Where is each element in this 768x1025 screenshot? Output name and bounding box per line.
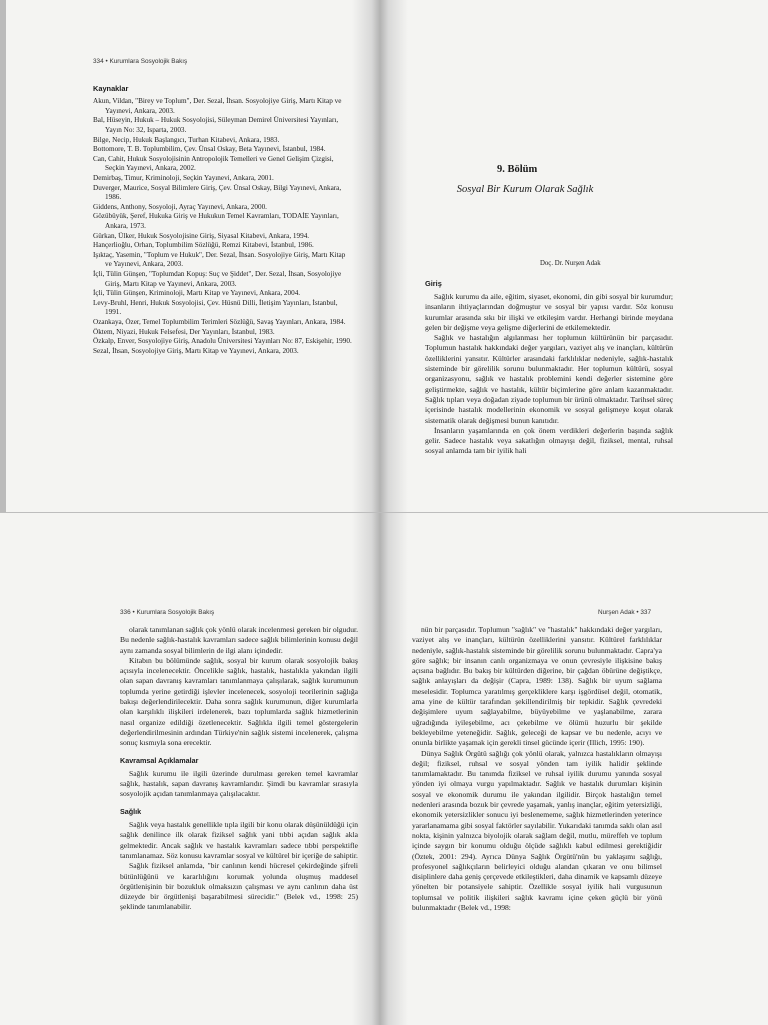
body-text-right-column	[412, 625, 662, 913]
reference-entry: Özkalp, Enver, Sosyolojiye Giriş, Anadolu Üniversitesi Yayınları No: 87, Eskişehir, 1990.	[93, 337, 352, 346]
reference-entry: Gürkan, Ülker, Hukuk Sosyolojisine Giriş, Siyasal Kitabevi, Ankara, 1994.	[93, 231, 310, 240]
reference-entry: Öktem, Niyazi, Hukuk Felsefesi, Der Yayınları, İstanbul, 1983.	[93, 327, 275, 336]
reference-entry: Bilge, Necip, Hukuk Başlangıcı, Turhan Kitabevi, Ankara, 1983.	[93, 135, 280, 144]
running-head-right: Nurşen Adak • 337	[598, 609, 652, 616]
running-head-left: 334 • Kurumlara Sosyolojik Bakış	[93, 58, 188, 65]
body-paragraph: Sağlık kurumu ile ilgili üzerinde durulması gereken temel kavramlar sağlık, hastalık, sapan davranış kavramlarıdır. Şimdi bu kavramlar sırasıyla sosyolojik açıdan tanımlanmaya çalışılacaktır.	[120, 768, 358, 799]
reference-entry: Gözübüyük, Şeref, Hukuka Giriş ve Hukukun Temel Kavramları, TODAİE Yayınları, Ankara, 1973.	[93, 212, 339, 231]
reference-entry: Bal, Hüseyin, Hukuk – Hukuk Sosyolojisi, Süleyman Demirel Üniversitesi Yayınları, Yayın No: 32, Isparta, 2003.	[93, 116, 339, 135]
intro-text-column	[425, 292, 673, 457]
references-list	[93, 97, 353, 356]
running-head-left: 336 • Kurumlara Sosyolojik Bakış	[120, 609, 215, 616]
book-gutter-shadow	[352, 513, 408, 1025]
reference-entry: Hançerlioğlu, Orhan, Toplumbilim Sözlüğü, Remzi Kitabevi, İstanbul, 1986.	[93, 241, 314, 250]
body-text-left-column	[120, 625, 358, 913]
body-paragraph: Sağlık veya hastalık genellikle tıpla ilgili bir konu olarak düşünüldüğü için sağlık denilince ilk olarak fiziksel sağlık yani tıbbi açıdan sağlık akla gelmektedir. Ancak sağlık ve hastalık kavramları sadece tıbbi perspektifle tanımlanamaz. Söz konusu kavramlar sosyal ve kültürel bir içeriğe de sahiptir.	[120, 820, 358, 860]
reference-entry: İçli, Tülin Günşen, Kriminoloji, Martı Kitap ve Yayınevi, Ankara, 2004.	[93, 289, 301, 298]
bottom-spread	[0, 512, 768, 1025]
chapter-number: 9. Bölüm	[497, 164, 538, 175]
body-paragraph: olarak tanımlanan sağlık çok yönlü olarak incelenmesi gereken bir olgudur. Bu nedenle sağlık-hastalık kavramları sadece sağlık bilimlerinin konusu değil aynı zamanda sosyal bilimlerin de ilgi alanı içindedir.	[120, 625, 359, 655]
top-spread	[0, 0, 768, 512]
reference-entry: Demirbaş, Timur, Kriminoloji, Seçkin Yayınevi, Ankara, 2001.	[93, 174, 274, 183]
section-heading-giris: Giriş	[425, 279, 442, 288]
reference-entry: Sezal, İhsan, Sosyolojiye Giriş, Martı Kitap ve Yayınevi, Ankara, 2003.	[93, 346, 299, 355]
body-paragraph: nün bir parçasıdır. Toplumun "sağlık" ve "hastalık" hakkındaki değer yargıları, vaziyet alış ve inançları, kültürün özelliklerini yansıtır. Kültürel farklılıklar nedeniyle, sağlık-hastalık sisteminde bir görelilik sorunu bulunmaktadır. Capra'ya göre sağlık; bir insanın canlı organizmaya ve onun çevresiyle ilişkisine bakış açısına bağlıdır. Bu bakış bir kültürden diğerine, bir çağdan öbürüne değiştikçe, sağlık anlayışları da değişir (Capra, 1989: 138). Sağlık bir uyum sağlama meselesidir. Toplumca yaratılmış gerçekliklere karşı işgördüsel değil, otomatik, ama yine de kültür tarafından şekillendirilmiş bir tepkidir. Sağlık çevredeki değişimlere uyum sağlayabilme, büyüyebilme ve yaşlanabilme, zarara uğradığında iyileşebilme, acı çekebilme ve ölümü huzurlu bir şekilde bekleyebilme yeteneğidir. Sağlık, geleceği de kapsar ve bu nedenle, acıyı ve onunla birlikte yaşamak için gerekli tinsel gücünde içerir (Illich, 1995: 190).	[412, 625, 662, 748]
reference-entry: İçli, Tülin Günşen, "Toplumdan Kopuş: Suç ve Şiddet", Der. Sezal, İhsan, Sosyolojiye Giriş, Martı Kitap ve Yayınevi, Ankara, 2003.	[93, 269, 342, 288]
body-paragraph: Sağlık ve hastalığın algılanması her toplumun kültürünün bir parçasıdır. Toplumun hastalık hakkındaki değer yargıları, vaziyet alış ve inançları, kültürün özelliklerini yansıtır. Kültürler arasındaki farklılıklar nedeniyle, sağlık-hastalık sisteminde bir görelilik sorunu bulunmaktadır. Her toplumun kültürü, sosyal organizasyonu, sağlık ve hastalık problemini kendi değerler sistemine göre geliştirmekte, sağlık ve hastalık, kültür biçimlerine göre anlam kazanmaktadır. Sağlık tıpları veya doğadan ziyade toplumun bir ürünü olmaktadır. Tarihsel süreç içerisinde hastalık modellerinin ekonomik ve sosyal gelişmeye koşut olarak sistematik olarak değişmesi bunun kanıtıdır.	[425, 333, 673, 425]
reference-entry: Can, Cahit, Hukuk Sosyolojisinin Antropolojik Temelleri ve Genel Gelişim Çizgisi, Seçkin Yayınevi, Ankara, 2002.	[93, 154, 334, 173]
chapter-title: Sosyal Bir Kurum Olarak Sağlık	[456, 184, 594, 195]
references-heading: Kaynaklar	[93, 84, 129, 93]
body-paragraph: Kitabın bu bölümünde sağlık, sosyal bir kurum olarak sosyolojik bakış açısıyla incelenecektir. Öncelikle sağlık, hastalık, hastalıkla yakından ilgili olan sapan davranış kavramları tanımlanmaya çalışılarak, sağlık kurumunun toplumda yerine getirdiği işlevler incelenecek, sosyoloji teorilerinin sağlığa bakışı değerlendirilecektir. Daha sonra sağlık kurumunun, diğer kurumlarla olan karşılıklı ilişkileri irdelenerek, bazı toplumlarda sağlık hizmetlerinin nasıl organize edildiği özetlenecektir. Sağlıkla ilgili temel göstergelerin değerlendirilmesinin ardından Türkiye'nin sağlık sistemi incelenerek, çalışma sonuç kısmıyla sona erecektir.	[120, 655, 358, 748]
book-gutter-shadow	[352, 0, 408, 512]
body-paragraph: Sağlık kurumu da aile, eğitim, siyaset, ekonomi, din gibi sosyal bir kurumdur; insanların ihtiyaçlarından doğmuştur ve sosyal bir yapısı vardır. Söz konusu kurumlar arasında sıkı bir ilişki ve etkileşim vardır. Herhangi birinde meydana gelen bir değişme veya gelişme diğerlerini de etkilemektedir.	[425, 292, 673, 332]
reference-entry: Duverger, Maurice, Sosyal Bilimlere Giriş, Çev. Ünsal Oskay, Bilgi Yayınevi, Ankara, 1986.	[93, 183, 342, 202]
chapter-author: Doç. Dr. Nurşen Adak	[540, 260, 601, 267]
reference-entry: Akun, Vildan, "Birey ve Toplum", Der. Sezal, İhsan. Sosyolojiye Giriş, Martı Kitap ve Yayınevi, Ankara, 2003.	[93, 97, 342, 115]
body-paragraph: Dünya Sağlık Örgütü sağlığı çok yönlü olarak, yalnızca hastalıkların olmayışı değil; fiziksel, ruhsal ve sosyal yönden tam iyilik halidir şeklinde tanımlamaktadır. Bu tanımda fiziksel ve ruhsal iyilik durumu yanında sosyal yönden iyi olmaya vurgu yapılmaktadır. Sağlık ve hastalık durumları kişinin sosyal ve ekonomik durumu ile yakından ilgilidir. Birçok hastalığın temel nedenleri arasında bozuk bir çevrede yaşamak, yanlış inançlar, eğitim yetersizliği, ekonomik yetersizlikler sonucu iyi beslenememe, sağlık hizmetlerinden yeterince yararlanamama gibi sosyal faktörler sayılabilir. Yukarıdaki tanımda saklı olan asıl nokta, kişinin yalnızca biyolojik olarak sağlam değil, mutlu, müreffeh ve toplum içinde saygın bir konumu olduğu ölçüde sağlıklı kabul edilmesi gerektiğidir (Öztek, 2001: 294). Ayrıca Dünya Sağlık Örgütü'nün bu yaklaşımı sağlığı, profesyonel sağlıkçıların belirleyici olduğu alandan çıkaran ve onu bilimsel disiplinlere daha geniş çerçevede etkileştikleri, daha dinamik ve kapsamlı düzeye yönelten bir potansiyele sahiptir. Özellikle sosyal iyilik hali vurgusunun toplumsal ve politik ilişkileri sağlık kavramı içine çeken güçlü bir yönü bulunmaktadır (Belek vd., 1998:	[412, 748, 662, 913]
body-paragraph: İnsanların yaşamlarında en çok önem verdikleri değerlerin başında sağlık gelir. Sadece hastalık veya sakatlığın olmayışı değil, fiziksel, mental, ruhsal sosyal anlamda tam bir iyilik hali	[425, 425, 673, 456]
reference-entry: Giddens, Anthony, Sosyoloji, Ayraç Yayınevi, Ankara, 2000.	[93, 202, 267, 211]
body-paragraph: Sağlık fiziksel anlamda, "bir canlının kendi hücresel çekirdeğinde şifreli bütünlüğünü ve kararlılığını korumak yolunda oluşmuş maddesel örgütlenişinin bir bozukluk olmaksızın çalışması ve aynı canlının daha üst düzeyde bir örgütlenişi başarabilmesi sürecidir." (Belek vd., 1998: 25) şeklinde tanımlanabilir.	[120, 861, 358, 912]
reference-entry: Bottomore, T. B. Toplumbilim, Çev. Ünsal Oskay, Beta Yayınevi, İstanbul, 1984.	[93, 145, 326, 154]
reference-entry: Işıktaç, Yasemin, "Toplum ve Hukuk", Der. Sezal, İhsan. Sosyolojiye Giriş, Martı Kitap ve Yayınevi, Ankara, 2003.	[93, 250, 346, 269]
reference-entry: Levy-Bruhl, Henri, Hukuk Sosyolojisi, Çev. Hüsnü Dilli, İletişim Yayınları, İstanbul, 1991.	[93, 298, 338, 317]
reference-entry: Ozankaya, Özer, Temel Toplumbilim Terimleri Sözlüğü, Savaş Yayınları, Ankara, 1984.	[93, 317, 346, 326]
page-edge-shadow	[0, 0, 6, 512]
references-column	[93, 80, 353, 356]
subsection-heading: Sağlık	[120, 806, 142, 816]
subsection-heading: Kavramsal Açıklamalar	[120, 755, 199, 765]
